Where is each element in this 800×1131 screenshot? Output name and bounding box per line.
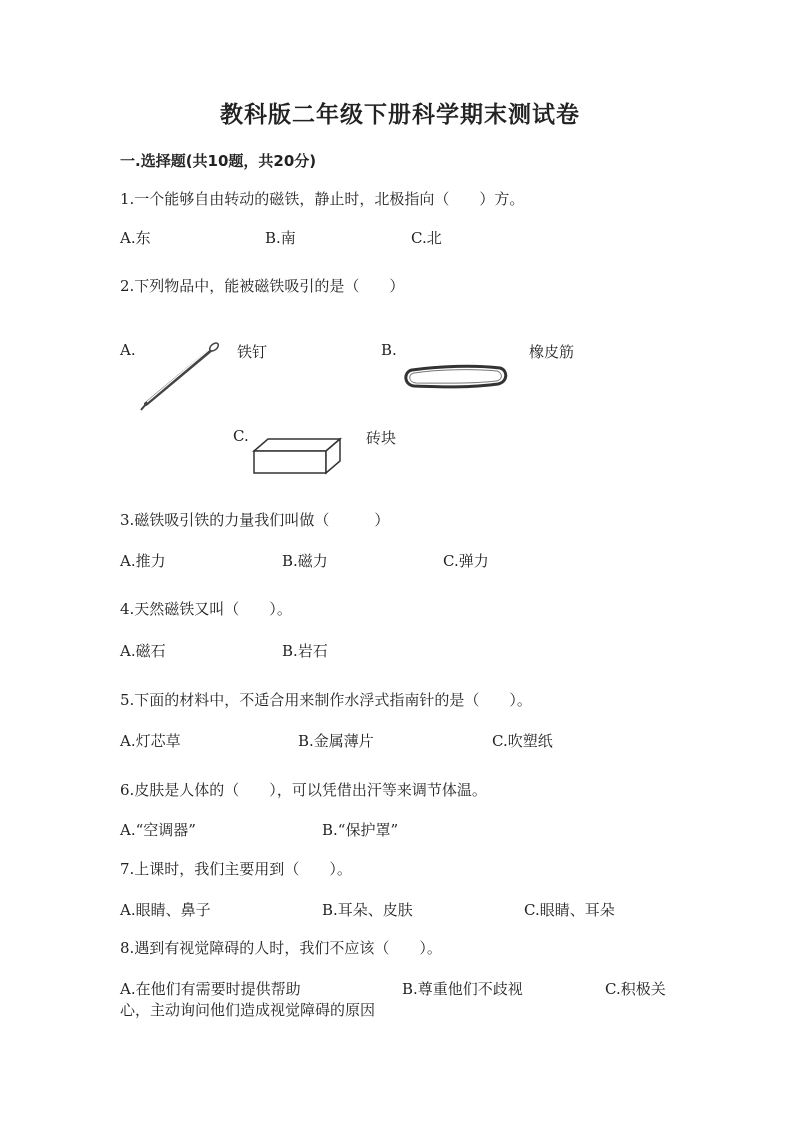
- page-title: 教科版二年级下册科学期末测试卷: [220, 102, 580, 128]
- q6-option-a[interactable]: A.“空调器”: [120, 821, 196, 839]
- brick-icon: [252, 435, 344, 477]
- q8-option-b[interactable]: B.尊重他们不歧视: [402, 980, 523, 998]
- q4-option-b[interactable]: B.岩石: [282, 642, 328, 660]
- q1-option-b[interactable]: B.南: [265, 229, 296, 247]
- q2-option-a-letter: A.: [120, 341, 136, 359]
- q3-option-b[interactable]: B.磁力: [282, 552, 328, 570]
- question-3: 3.磁铁吸引铁的力量我们叫做（ ）: [120, 511, 390, 529]
- question-8: 8.遇到有视觉障碍的人时，我们不应该（ ）。: [120, 939, 442, 957]
- q1-option-a[interactable]: A.东: [120, 229, 151, 247]
- q5-option-c[interactable]: C.吹塑纸: [492, 732, 553, 750]
- question-4: 4.天然磁铁又叫（ ）。: [120, 600, 292, 618]
- q2-option-c-letter: C.: [233, 427, 249, 445]
- q8-option-c-continued: 心，主动询问他们造成视觉障碍的原因: [120, 1001, 376, 1019]
- q5-option-a[interactable]: A.灯芯草: [120, 732, 181, 750]
- question-7: 7.上课时，我们主要用到（ ）。: [120, 860, 352, 878]
- question-6: 6.皮肤是人体的（ ），可以凭借出汗等来调节体温。: [120, 781, 487, 799]
- q7-option-c[interactable]: C.眼睛、耳朵: [524, 901, 615, 919]
- q2-option-b-letter: B.: [381, 341, 397, 359]
- q1-option-c[interactable]: C.北: [411, 229, 442, 247]
- q7-option-a[interactable]: A.眼睛、鼻子: [120, 901, 211, 919]
- rubber-band-icon: [400, 362, 510, 392]
- question-5: 5.下面的材料中，不适合用来制作水浮式指南针的是（ ）。: [120, 691, 532, 709]
- q2-option-a-name: 铁钉: [237, 343, 268, 361]
- iron-nail-icon: [138, 338, 224, 412]
- section-heading: 一.选择题(共10题，共20分): [120, 152, 317, 170]
- q6-option-b[interactable]: B.“保护罩”: [322, 821, 399, 839]
- q3-option-a[interactable]: A.推力: [120, 552, 166, 570]
- q5-option-b[interactable]: B.金属薄片: [298, 732, 374, 750]
- question-1: 1.一个能够自由转动的磁铁，静止时，北极指向（ ）方。: [120, 190, 525, 208]
- q8-option-c[interactable]: C.积极关: [605, 980, 666, 998]
- q8-option-a[interactable]: A.在他们有需要时提供帮助: [120, 980, 301, 998]
- question-2: 2.下列物品中，能被磁铁吸引的是（ ）: [120, 277, 405, 295]
- q2-option-c-name: 砖块: [366, 429, 397, 447]
- q2-option-b-name: 橡皮筋: [529, 343, 575, 361]
- q7-option-b[interactable]: B.耳朵、皮肤: [322, 901, 413, 919]
- q4-option-a[interactable]: A.磁石: [120, 642, 166, 660]
- q3-option-c[interactable]: C.弹力: [443, 552, 489, 570]
